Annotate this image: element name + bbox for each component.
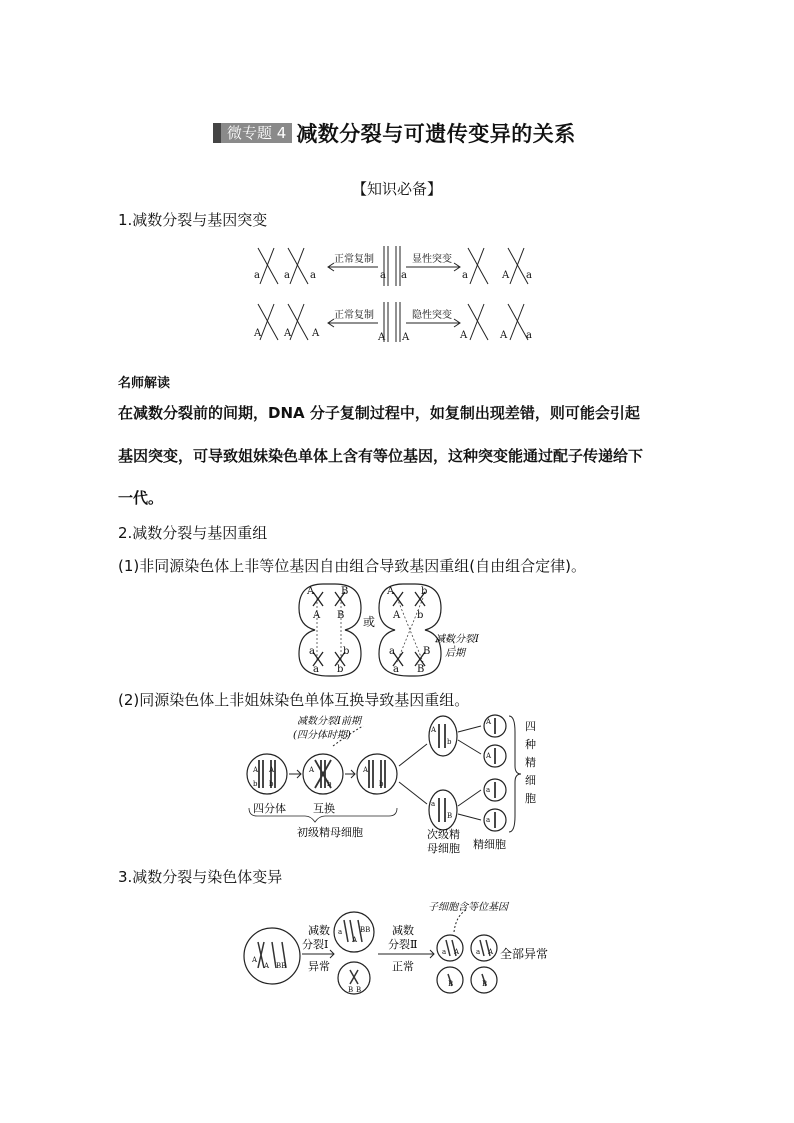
svg-text:a: a: [462, 270, 468, 281]
svg-text:A: A: [393, 610, 401, 621]
label-sperm: 精细胞: [473, 838, 506, 851]
all-abnormal-label: 全部异常: [500, 947, 549, 961]
label-secondary-2: 母细胞: [427, 842, 460, 854]
svg-text:A: A: [252, 956, 258, 964]
svg-text:B: B: [417, 664, 425, 675]
label-primary-spermatocyte: 初级精母细胞: [297, 826, 363, 839]
svg-text:a: a: [486, 786, 491, 794]
svg-text:B: B: [447, 812, 453, 820]
svg-text:b: b: [343, 646, 350, 657]
svg-text:精: 精: [525, 756, 536, 769]
svg-text:A: A: [486, 718, 492, 726]
teacher-interpretation-label: 名师解读: [118, 376, 171, 391]
cell-left: [299, 584, 361, 676]
section2-heading: 2.减数分裂与基因重组: [118, 524, 268, 542]
svg-text:A: A: [387, 586, 395, 597]
svg-text:异常: 异常: [308, 960, 330, 973]
title-bar: [213, 121, 576, 145]
svg-text:b: b: [417, 610, 424, 621]
svg-text:分裂Ⅰ: 分裂Ⅰ: [302, 938, 329, 951]
chromosome-variation-diagram: [242, 898, 562, 998]
row1-dominant-label: 显性突变: [412, 254, 452, 265]
note-tetrad-stage: (四分体时期): [293, 730, 351, 741]
svg-text:b: b: [269, 780, 274, 788]
svg-text:b: b: [379, 780, 384, 788]
svg-text:种: 种: [525, 738, 536, 751]
svg-text:A: A: [312, 328, 320, 339]
svg-text:A: A: [500, 330, 508, 341]
svg-text:A: A: [460, 330, 468, 341]
note-prophase: 减数分裂Ⅰ前期: [297, 716, 361, 727]
svg-text:a: a: [309, 646, 315, 657]
paragraph-line-3: 一代。: [118, 489, 164, 507]
svg-text:a: a: [393, 664, 399, 675]
row1-normal-copy-label: 正常复制: [334, 254, 374, 265]
svg-text:A: A: [431, 726, 437, 734]
section1-heading: 1.减数分裂与基因突变: [118, 211, 268, 229]
or-label: 或: [363, 615, 376, 629]
svg-text:减数: 减数: [392, 924, 414, 937]
topic-badge: 微专题 4: [213, 123, 292, 143]
svg-text:A: A: [454, 948, 460, 956]
svg-text:a: a: [526, 330, 532, 341]
label-tetrad: 四分体: [253, 802, 286, 815]
gene-mutation-diagram: [240, 238, 540, 350]
section2-sub2: (2)同源染色体上非姐妹染色单体互换导致基因重组。: [118, 691, 470, 709]
note-anaphase: 后期: [445, 648, 465, 659]
svg-text:细: 细: [525, 774, 536, 787]
svg-text:B: B: [448, 980, 454, 988]
row2-normal-copy-label: 正常复制: [334, 310, 374, 321]
svg-text:a: a: [431, 800, 436, 808]
paragraph-line-2: 基因突变，可导致姐妹染色单体上含有等位基因，这种突变能通过配子传递给下: [118, 447, 644, 465]
paragraph-line-1: 在减数分裂前的间期，DNA 分子复制过程中，如复制出现差错，则可能会引起: [118, 404, 640, 422]
svg-text:A: A: [313, 610, 321, 621]
svg-text:A: A: [264, 962, 270, 970]
svg-text:a: a: [401, 270, 407, 281]
section3-heading: 3.减数分裂与染色体变异: [118, 868, 283, 886]
knowledge-header: 【知识必备】: [351, 180, 442, 198]
svg-text:a: a: [526, 270, 532, 281]
svg-text:a: a: [389, 646, 395, 657]
svg-text:四: 四: [525, 720, 536, 733]
svg-text:A: A: [488, 948, 494, 956]
svg-text:A: A: [352, 936, 358, 944]
svg-text:a: a: [313, 664, 319, 675]
svg-text:b: b: [337, 664, 344, 675]
cell-right: [379, 584, 441, 676]
svg-text:a: a: [254, 270, 260, 281]
svg-text:a: a: [338, 928, 343, 936]
svg-text:A: A: [309, 766, 315, 774]
svg-text:b: b: [447, 738, 452, 746]
note-allele: 子细胞含等位基因: [428, 902, 508, 913]
svg-text:A: A: [502, 270, 510, 281]
label-secondary-1: 次级精: [427, 828, 460, 841]
svg-text:A: A: [269, 766, 275, 774]
svg-text:胞: 胞: [525, 792, 536, 805]
page-title: 减数分裂与可遗传变异的关系: [296, 122, 576, 146]
label-exchange: 互换: [313, 802, 335, 815]
svg-text:A: A: [254, 328, 262, 339]
svg-text:减数: 减数: [308, 924, 330, 937]
svg-text:B: B: [337, 610, 345, 621]
note-meiosis1: 减数分裂Ⅰ: [435, 634, 479, 645]
svg-text:B: B: [356, 986, 362, 994]
svg-text:BB: BB: [360, 926, 371, 934]
crossing-over-diagram: [245, 712, 550, 854]
svg-text:B: B: [482, 980, 488, 988]
svg-text:A: A: [284, 328, 292, 339]
svg-text:A: A: [486, 752, 492, 760]
svg-text:b: b: [327, 780, 332, 788]
svg-text:BB: BB: [276, 962, 287, 970]
svg-text:A: A: [363, 766, 369, 774]
row2-recessive-label: 隐性突变: [412, 310, 452, 321]
svg-text:A: A: [378, 332, 386, 343]
svg-text:分裂Ⅱ: 分裂Ⅱ: [388, 938, 418, 951]
svg-text:b: b: [253, 780, 258, 788]
section2-sub1: (1)非同源染色体上非等位基因自由组合导致基因重组(自由组合定律)。: [118, 557, 586, 575]
svg-text:正常: 正常: [392, 960, 414, 973]
svg-text:a: a: [442, 948, 447, 956]
svg-text:b: b: [421, 586, 428, 597]
free-combination-diagram: [295, 580, 505, 680]
svg-text:a: a: [476, 948, 481, 956]
svg-text:a: a: [284, 270, 290, 281]
svg-text:A: A: [402, 332, 410, 343]
svg-text:B: B: [423, 646, 431, 657]
svg-text:A: A: [307, 586, 315, 597]
svg-text:a: a: [380, 270, 386, 281]
svg-text:B: B: [341, 586, 349, 597]
svg-text:A: A: [253, 766, 259, 774]
svg-text:a: a: [486, 816, 491, 824]
svg-text:a: a: [310, 270, 316, 281]
svg-text:B: B: [348, 986, 354, 994]
